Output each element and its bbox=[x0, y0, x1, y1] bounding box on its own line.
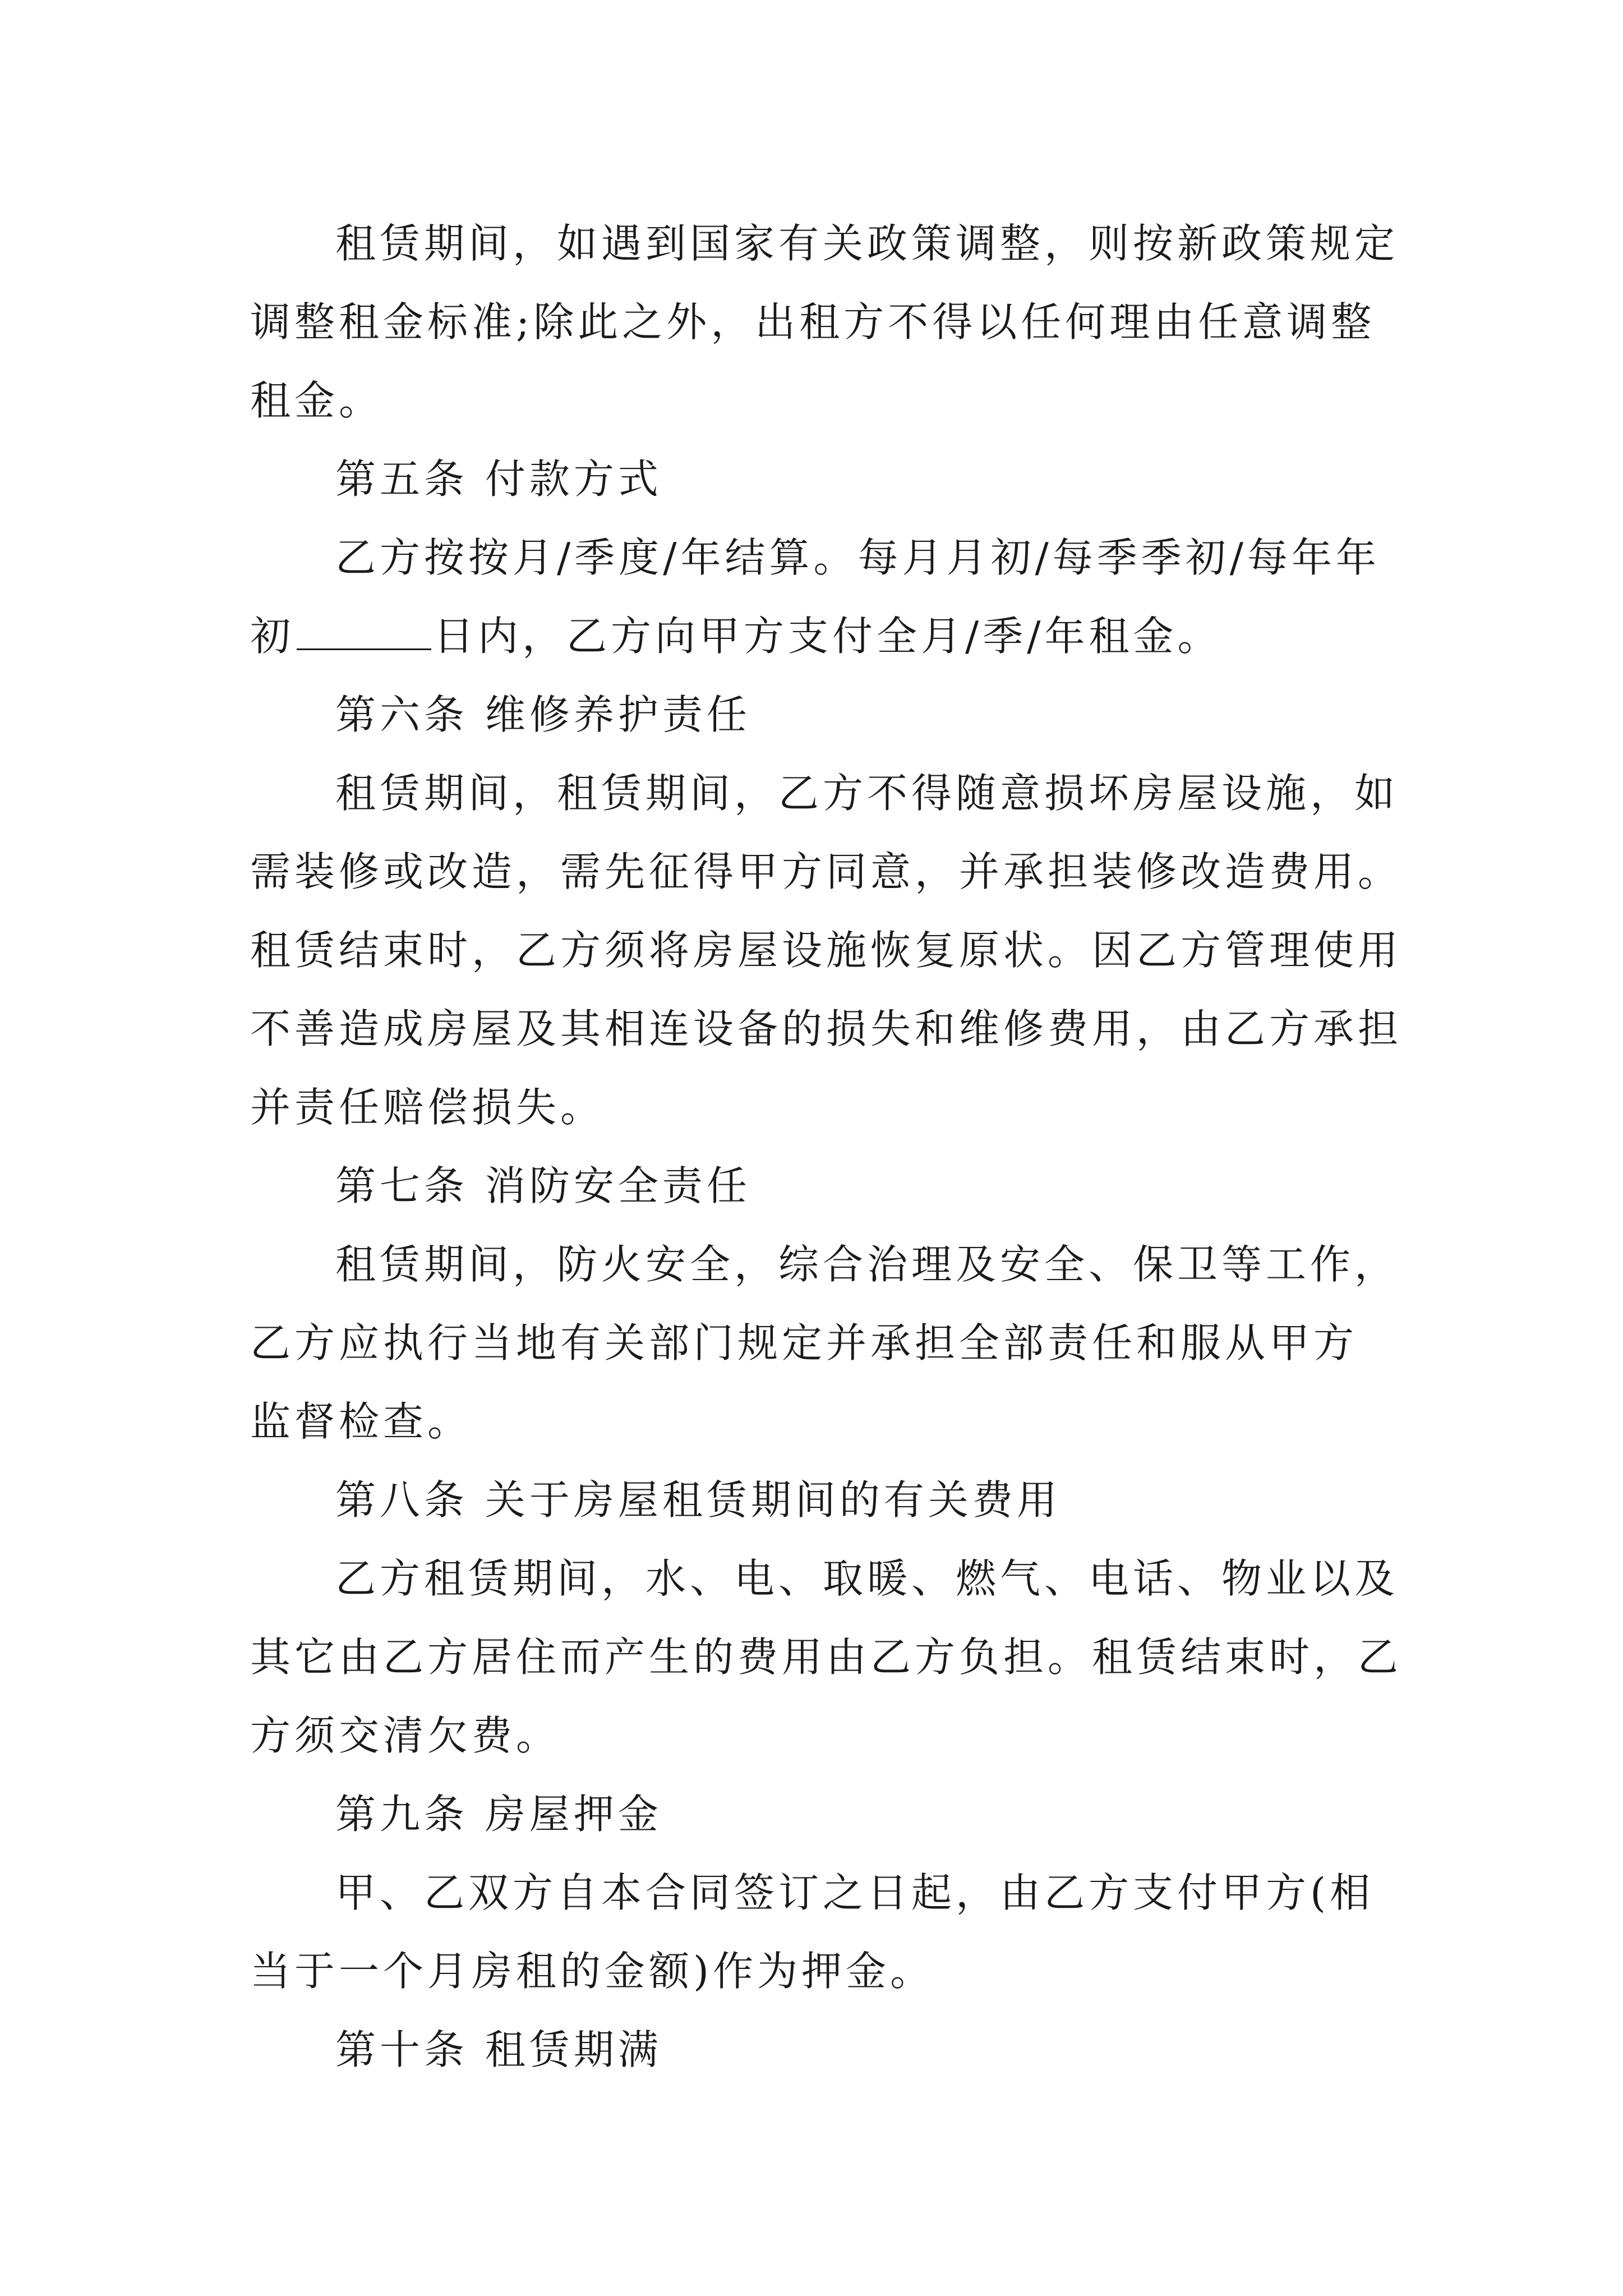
paragraph-line: 租赁期间，如遇到国家有关政策调整，则按新政策规定 bbox=[335, 220, 1399, 267]
section-heading-article-8: 第八条 关于房屋租赁期间的有关费用 bbox=[335, 1476, 1061, 1524]
section-heading-article-7: 第七条 消防安全责任 bbox=[335, 1162, 751, 1209]
paragraph-line: 乙方按按月/季度/年结算。每月月初/每季季初/每年年 bbox=[335, 534, 1381, 581]
paragraph-line: 其它由乙方居住而产生的费用由乙方负担。租赁结束时，乙 bbox=[250, 1634, 1403, 1681]
paragraph-line: 甲、乙双方自本合同签订之日起，由乙方支付甲方(相 bbox=[335, 1869, 1375, 1916]
blank-fill-line bbox=[297, 609, 431, 650]
paragraph-line: 并责任赔偿损失。 bbox=[250, 1084, 605, 1131]
paragraph-line: 初 日内，乙方向甲方支付全月/季/年租金。 bbox=[250, 597, 1405, 675]
paragraph-line: 方须交清欠费。 bbox=[250, 1712, 561, 1759]
paragraph-line: 不善造成房屋及其相连设备的损失和维修费用，由乙方承担 bbox=[250, 1005, 1403, 1052]
section-heading-article-9: 第九条 房屋押金 bbox=[335, 1791, 662, 1838]
paragraph-line: 乙方租赁期间，水、电、取暖、燃气、电话、物业以及 bbox=[335, 1555, 1399, 1602]
paragraph-line: 租赁结束时，乙方须将房屋设施恢复原状。因乙方管理使用 bbox=[250, 927, 1403, 974]
paragraph-line: 调整租金标准;除此之外，出租方不得以任何理由任意调整 bbox=[250, 298, 1376, 346]
paragraph-line: 租赁期间，租赁期间，乙方不得随意损坏房屋设施，如 bbox=[335, 770, 1399, 817]
paragraph-line: 乙方应执行当地有关部门规定并承担全部责任和服从甲方 bbox=[250, 1319, 1358, 1366]
section-heading-article-5: 第五条 付款方式 bbox=[335, 455, 662, 503]
paragraph-line: 当于一个月房租的金额)作为押金。 bbox=[250, 1948, 935, 1995]
section-heading-article-10: 第十条 租赁期满 bbox=[335, 2026, 662, 2073]
paragraph-line: 需装修或改造，需先征得甲方同意，并承担装修改造费用。 bbox=[250, 848, 1403, 895]
paragraph-line: 监督检查。 bbox=[250, 1398, 472, 1445]
paragraph-line: 租金。 bbox=[250, 377, 384, 424]
paragraph-line: 租赁期间，防火安全，综合治理及安全、保卫等工作， bbox=[335, 1241, 1399, 1288]
section-heading-article-6: 第六条 维修养护责任 bbox=[335, 691, 751, 738]
